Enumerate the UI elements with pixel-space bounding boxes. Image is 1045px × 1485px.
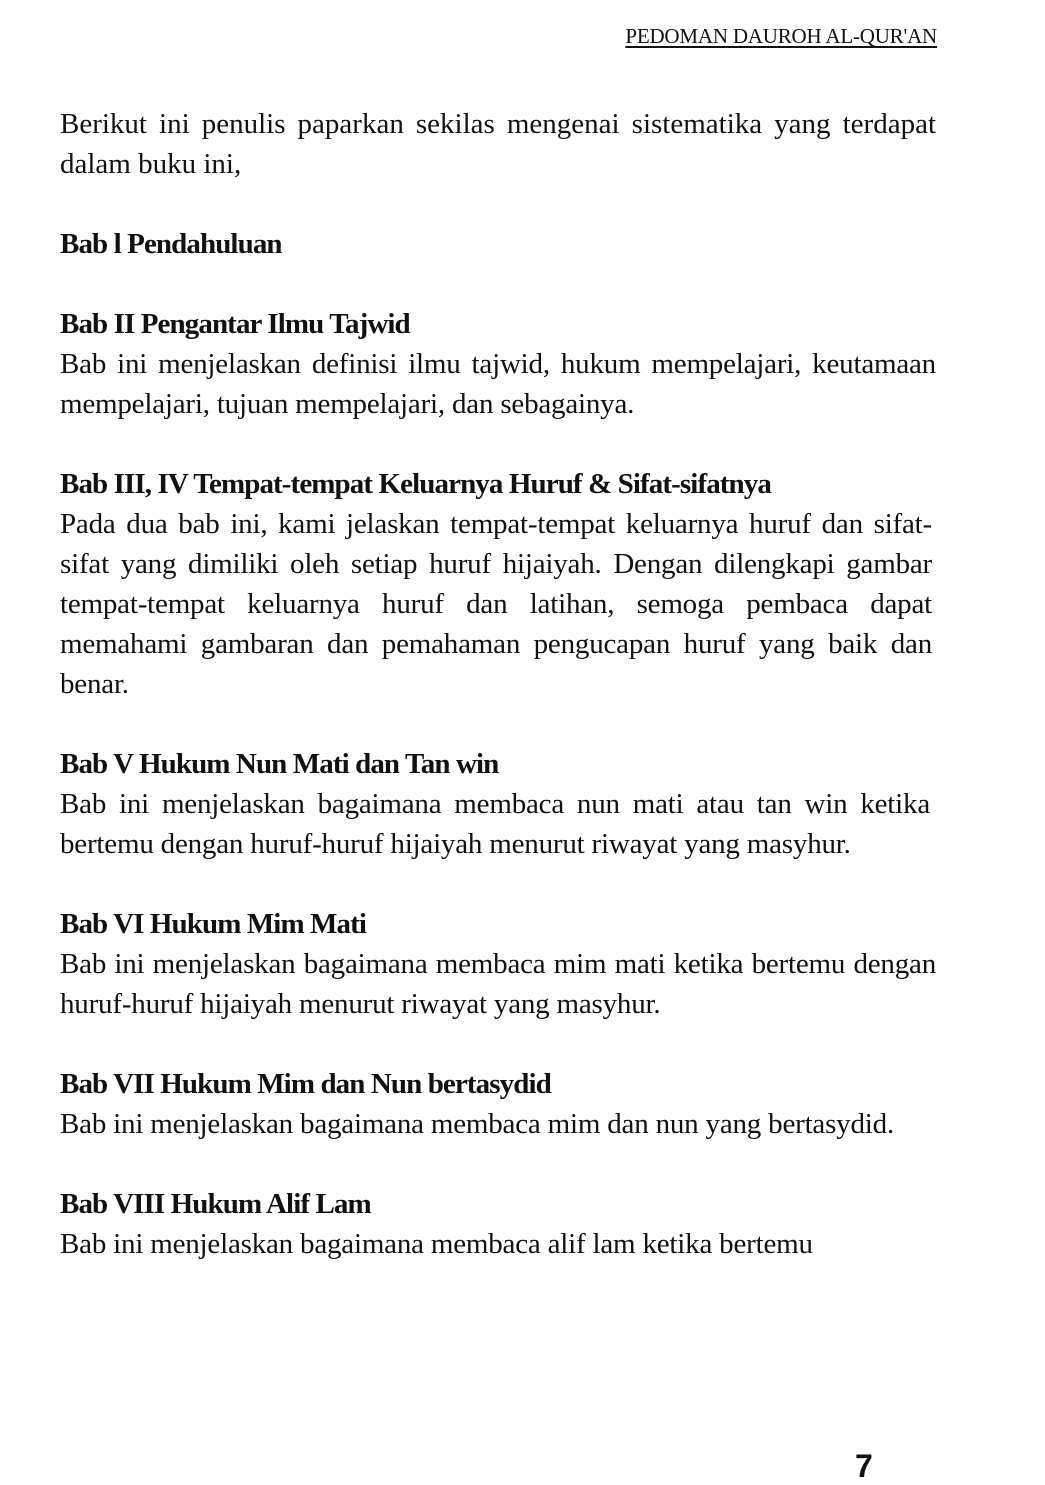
page-number: 7 [855,1448,873,1484]
section-body: Bab ini menjelaskan bagaimana membaca nun mati atau tan win ketika bertemu dengan huruf-huruf hijaiyah menurut riwayat yang masyhur. [60,788,930,860]
section-bab-5 [60,744,936,864]
section-bab-1 [60,224,936,264]
section-heading: Bab l Pendahuluan [60,228,282,260]
section-bab-8 [60,1184,936,1264]
section-heading: Bab VIII Hukum Alif Lam [60,1188,371,1220]
page-content [60,104,936,1264]
running-header: PEDOMAN DAUROH AL-QUR'AN [625,24,937,48]
section-heading: Bab V Hukum Nun Mati dan Tan win [60,748,499,780]
intro-paragraph: Berikut ini penulis paparkan sekilas mengenai sistematika yang terdapat dalam buku ini, [60,108,936,180]
section-heading: Bab VII Hukum Mim dan Nun bertasydid [60,1068,551,1100]
section-bab-2 [60,304,936,424]
section-body: Bab ini menjelaskan definisi ilmu tajwid, hukum mempelajari, keutamaan mempelajari, tujuan mempelajari, dan sebagainya. [60,348,936,420]
section-bab-7 [60,1064,936,1144]
section-bab-3-4 [60,464,936,704]
section-body: Bab ini menjelaskan bagaimana membaca alif lam ketika bertemu [60,1228,813,1260]
section-bab-6 [60,904,936,1024]
section-body: Pada dua bab ini, kami jelaskan tempat-tempat keluarnya huruf dan sifat-sifat yang dimiliki oleh setiap huruf hijaiyah. Dengan dilengkapi gambar tempat-tempat keluarnya huruf dan latihan, semoga pembaca dapat memahami gambaran dan pemahaman pengucapan huruf yang baik dan benar. [60,508,932,700]
section-heading: Bab III, IV Tempat-tempat Keluarnya Huruf & Sifat-sifatnya [60,468,771,500]
section-heading: Bab II Pengantar Ilmu Tajwid [60,308,410,340]
section-body: Bab ini menjelaskan bagaimana membaca mim dan nun yang bertasydid. [60,1108,894,1140]
section-body: Bab ini menjelaskan bagaimana membaca mim mati ketika bertemu dengan huruf-huruf hijaiyah menurut riwayat yang masyhur. [60,948,936,1020]
section-heading: Bab VI Hukum Mim Mati [60,908,367,940]
